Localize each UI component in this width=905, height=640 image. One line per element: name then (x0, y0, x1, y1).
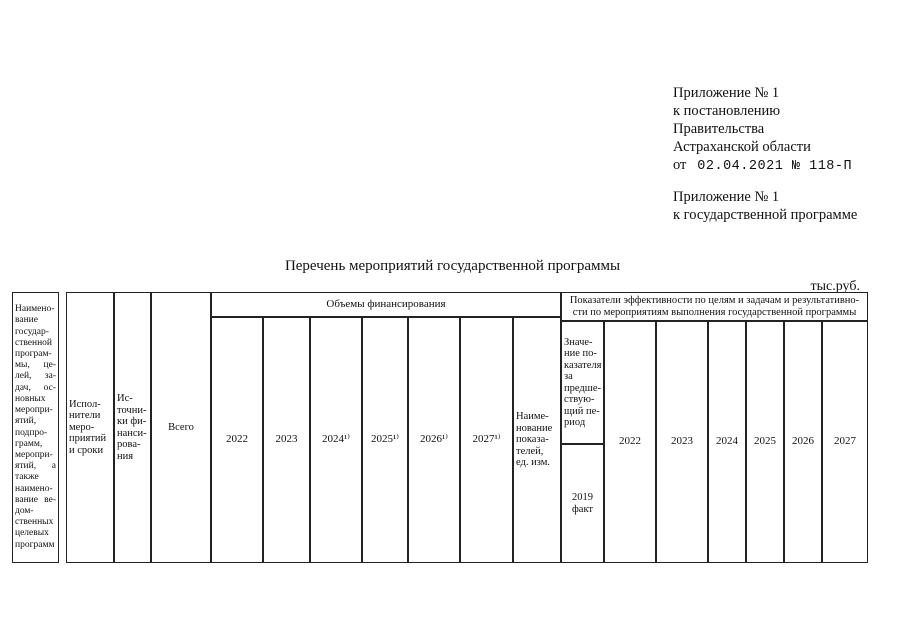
prev-year-fact: 2019 факт (561, 444, 604, 563)
document-title: Перечень мероприятий государственной программы (284, 258, 621, 274)
header-prev-value: Значе-ние по-казателя за предше-ствую-щий пе-риод (561, 321, 604, 444)
funding-year: 2023 (263, 317, 310, 563)
indicator-year: 2026 (784, 321, 822, 563)
appendix-resolution (673, 84, 852, 176)
unit-label: тыс.руб. (810, 279, 860, 294)
appendix-title: Приложение № 1 (673, 85, 780, 101)
header-indicator-name: Наиме-нование показа-телей, ед. изм. (513, 317, 561, 563)
appendix-line: к постановлению (673, 103, 781, 119)
indicator-year: 2024 (708, 321, 746, 563)
funding-year: 2026¹⁾ (408, 317, 460, 563)
header-sources: Ис-точни-ки фи-нанси-рова-ния (114, 292, 151, 563)
appendix-line: Астраханской области (673, 139, 811, 155)
header-funding: Объемы финансирования (211, 292, 561, 317)
indicator-year: 2025 (746, 321, 784, 563)
funding-year: 2027¹⁾ (460, 317, 513, 563)
indicator-year: 2023 (656, 321, 708, 563)
appendix-date-line (673, 156, 852, 176)
funding-year: 2025¹⁾ (362, 317, 408, 563)
appendix-title: Приложение № 1 (673, 189, 780, 205)
header-total: Всего (151, 292, 211, 563)
funding-year: 2024¹⁾ (310, 317, 362, 563)
appendix-program (673, 188, 857, 224)
date-prefix: от (673, 157, 687, 173)
resolution-date-number: 02.04.2021 № 118-П (697, 159, 853, 174)
funding-year: 2022 (211, 317, 263, 563)
header-indicators: Показатели эффективности по целям и задачам и результативно-сти по мероприятиям выполнения государственной программы (561, 292, 868, 321)
appendix-line: к государственной программе (673, 207, 858, 223)
indicator-year: 2022 (604, 321, 656, 563)
indicator-year: 2027 (822, 321, 868, 563)
header-name: Наимено-вание государ-ственной програм-мы, це-лей, за-дач, ос-новных меропри-ятий, подпро-грамм, меропри-ятий, а также наимено-вание ве-дом-ственных целевых программ (12, 292, 59, 563)
appendix-line: Правительства (673, 121, 765, 137)
header-executors: Испол-нители меро-приятий и сроки (66, 292, 114, 563)
